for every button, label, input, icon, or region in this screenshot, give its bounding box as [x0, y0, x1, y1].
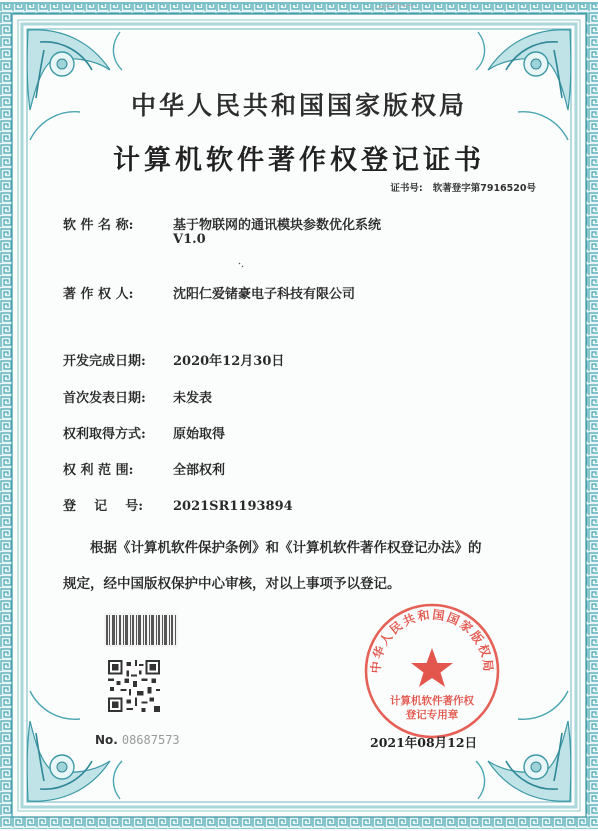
acquire-label: 权利取得方式: [63, 427, 146, 442]
speck-mark [238, 262, 244, 268]
official-seal [361, 600, 503, 742]
certificate-number-value: 软著登字第7916520号 [432, 183, 536, 194]
dev-date-label: 开发完成日期: [63, 354, 146, 369]
field-owner [63, 283, 355, 302]
issuer-title: 中华人民共和国国家版权局 [130, 91, 467, 120]
svg-text:中华人民共和国国家版权局: 中华人民共和国国家版权局 [368, 607, 496, 674]
scope-value: 全部权利 [173, 463, 226, 478]
corner-ornament-top-left [27, 30, 122, 140]
field-software-name [63, 214, 382, 247]
field-scope [63, 459, 225, 478]
reg-no-value: 2021SR1193894 [173, 499, 293, 514]
corner-ornament-top-right [476, 30, 571, 140]
pub-date-label: 首次发表日期: [63, 391, 146, 406]
serial-number [95, 733, 180, 747]
certificate-number [390, 180, 536, 194]
field-dev-date [63, 350, 284, 369]
software-version: V1.0 [173, 232, 206, 247]
software-name-value: 基于物联网的通讯模块参数优化系统 [173, 218, 382, 233]
svg-text:登记专用章: 登记专用章 [405, 709, 459, 721]
field-acquire-method [63, 423, 225, 442]
statement-line-2: 规定，经中国版权保护中心审核，对以上事项予以登记。 [63, 576, 401, 592]
qr-code [108, 660, 160, 712]
reg-no-label: 登 记 号: [63, 499, 144, 514]
handwritten-mark [376, 0, 416, 12]
owner-value: 沈阳仁爱锗豪电子科技有限公司 [173, 287, 356, 302]
field-pub-date [63, 387, 212, 406]
serial-value: 08687573 [121, 733, 180, 747]
acquire-value: 原始取得 [173, 427, 226, 442]
certificate-title: 计算机软件著作权登记证书 [113, 145, 485, 176]
software-name-label: 软 件 名 称: [63, 218, 134, 233]
scope-label: 权 利 范 围: [63, 463, 134, 478]
pub-date-value: 未发表 [173, 391, 213, 406]
barcode [104, 613, 178, 647]
dev-date-value: 2020年12月30日 [173, 354, 285, 369]
statement-line-1: 根据《计算机软件保护条例》和《计算机软件著作权登记办法》的 [90, 540, 482, 556]
certificate-number-label: 证书号: [390, 183, 423, 194]
issue-date: 2021年08月12日 [370, 735, 478, 750]
serial-label: No. [95, 733, 118, 747]
svg-text:计算机软件著作权: 计算机软件著作权 [390, 695, 474, 707]
field-reg-no [63, 495, 293, 514]
owner-label: 著 作 权 人: [63, 287, 134, 302]
